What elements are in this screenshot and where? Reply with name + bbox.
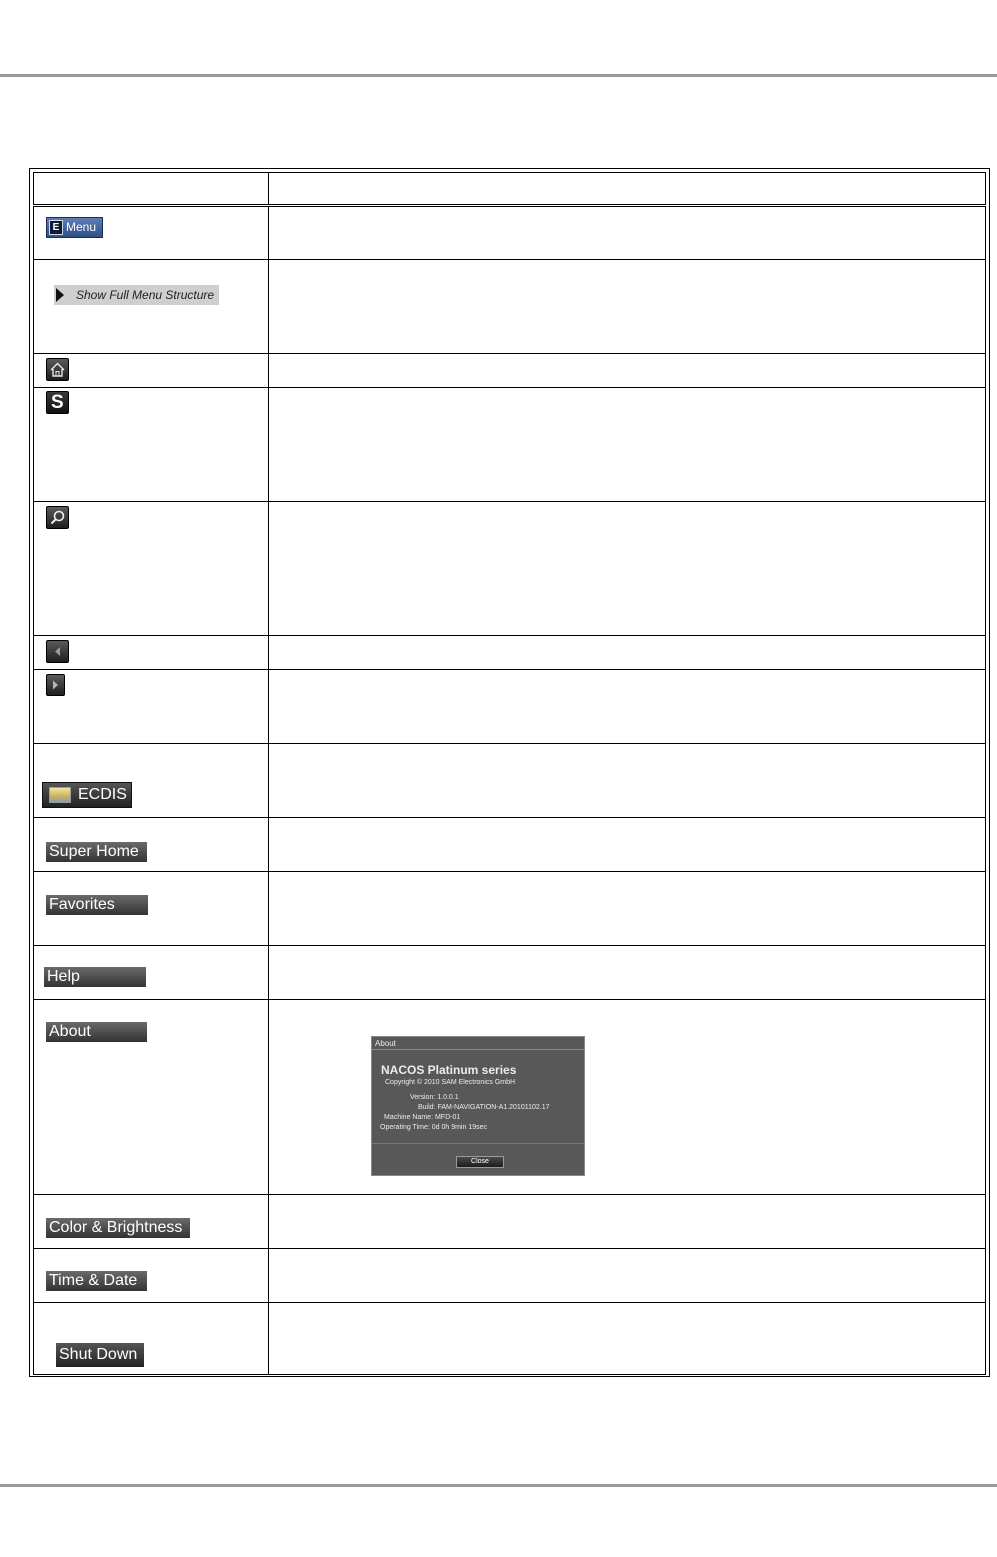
about-version: Version: 1.0.0.1: [410, 1094, 459, 1101]
description-cell: [269, 1303, 986, 1375]
description-cell: [269, 636, 986, 670]
table-row: [34, 206, 986, 260]
color-brightness-label: Color & Brightness: [49, 1219, 183, 1236]
divider: [372, 1143, 584, 1144]
color-brightness-button[interactable]: [46, 1218, 190, 1238]
description-cell: [269, 670, 986, 744]
s-icon-letter: S: [51, 392, 64, 413]
chart-thumbnail-icon: [49, 787, 71, 803]
table-row: [34, 260, 986, 354]
table-row: [34, 388, 986, 502]
header-cell-description: [269, 173, 986, 206]
show-full-menu-label: Show Full Menu Structure: [76, 288, 215, 302]
about-operating-time: Operating Time: 0d 0h 9min 19sec: [380, 1124, 488, 1131]
menu-button[interactable]: [46, 217, 103, 238]
super-home-label: Super Home: [49, 843, 139, 860]
description-cell: [269, 1195, 986, 1249]
search-icon[interactable]: [46, 506, 69, 529]
show-full-menu-button[interactable]: [54, 285, 219, 305]
table-row: [34, 502, 986, 636]
home-icon[interactable]: [46, 358, 69, 381]
table-row: [34, 818, 986, 872]
table-row: [34, 744, 986, 818]
description-cell: [269, 818, 986, 872]
description-cell: [269, 206, 986, 260]
description-cell: [269, 388, 986, 502]
footer-rule: [0, 1484, 997, 1487]
about-dialog-title: About: [375, 1039, 396, 1048]
time-date-button[interactable]: [46, 1271, 147, 1291]
description-cell: [269, 744, 986, 818]
description-cell: [269, 1249, 986, 1303]
description-cell: [269, 354, 986, 388]
table-row: [34, 1249, 986, 1303]
table-row: [34, 354, 986, 388]
favorites-label: Favorites: [49, 896, 115, 913]
header-cell-icon: [34, 173, 269, 206]
description-cell: [269, 502, 986, 636]
ecdis-button[interactable]: [42, 782, 132, 808]
about-dialog-screenshot: [371, 1036, 585, 1176]
s-icon[interactable]: [46, 391, 69, 414]
favorites-button[interactable]: [46, 895, 148, 915]
function-table: [29, 168, 990, 1377]
about-build: Build: FAM-NAVIGATION-A1.20101102.17: [418, 1104, 550, 1111]
table-row: [34, 636, 986, 670]
about-button[interactable]: [46, 1022, 147, 1042]
help-button[interactable]: [44, 967, 146, 987]
about-label: About: [49, 1023, 91, 1040]
about-close-button: Close: [456, 1156, 504, 1168]
menu-e-icon: E: [49, 220, 63, 235]
description-cell: [269, 872, 986, 946]
description-cell: [269, 260, 986, 354]
table-row: [34, 946, 986, 1000]
ecdis-label: ECDIS: [78, 786, 127, 803]
super-home-button[interactable]: [46, 842, 147, 862]
forward-arrow-icon[interactable]: [46, 674, 65, 696]
description-cell: [269, 1000, 986, 1195]
about-product-name: NACOS Platinum series: [381, 1063, 517, 1077]
shut-down-button[interactable]: [56, 1343, 144, 1367]
table-header-row: [34, 173, 986, 206]
table-row: [34, 1195, 986, 1249]
about-machine-name: Machine Name: MFD-01: [384, 1114, 461, 1121]
table-row: [34, 670, 986, 744]
description-cell: [269, 946, 986, 1000]
table-row: [34, 1303, 986, 1375]
time-date-label: Time & Date: [49, 1272, 138, 1289]
help-label: Help: [47, 968, 80, 985]
header-rule: [0, 74, 997, 77]
table-row: [34, 1000, 986, 1195]
triangle-right-icon: [56, 288, 64, 302]
shut-down-label: Shut Down: [59, 1346, 138, 1363]
divider: [372, 1049, 584, 1050]
menu-button-label: Menu: [66, 220, 97, 234]
table-row: [34, 872, 986, 946]
about-copyright: Copyright © 2010 SAM Electronics GmbH: [385, 1079, 516, 1086]
back-arrow-icon[interactable]: [46, 640, 69, 663]
